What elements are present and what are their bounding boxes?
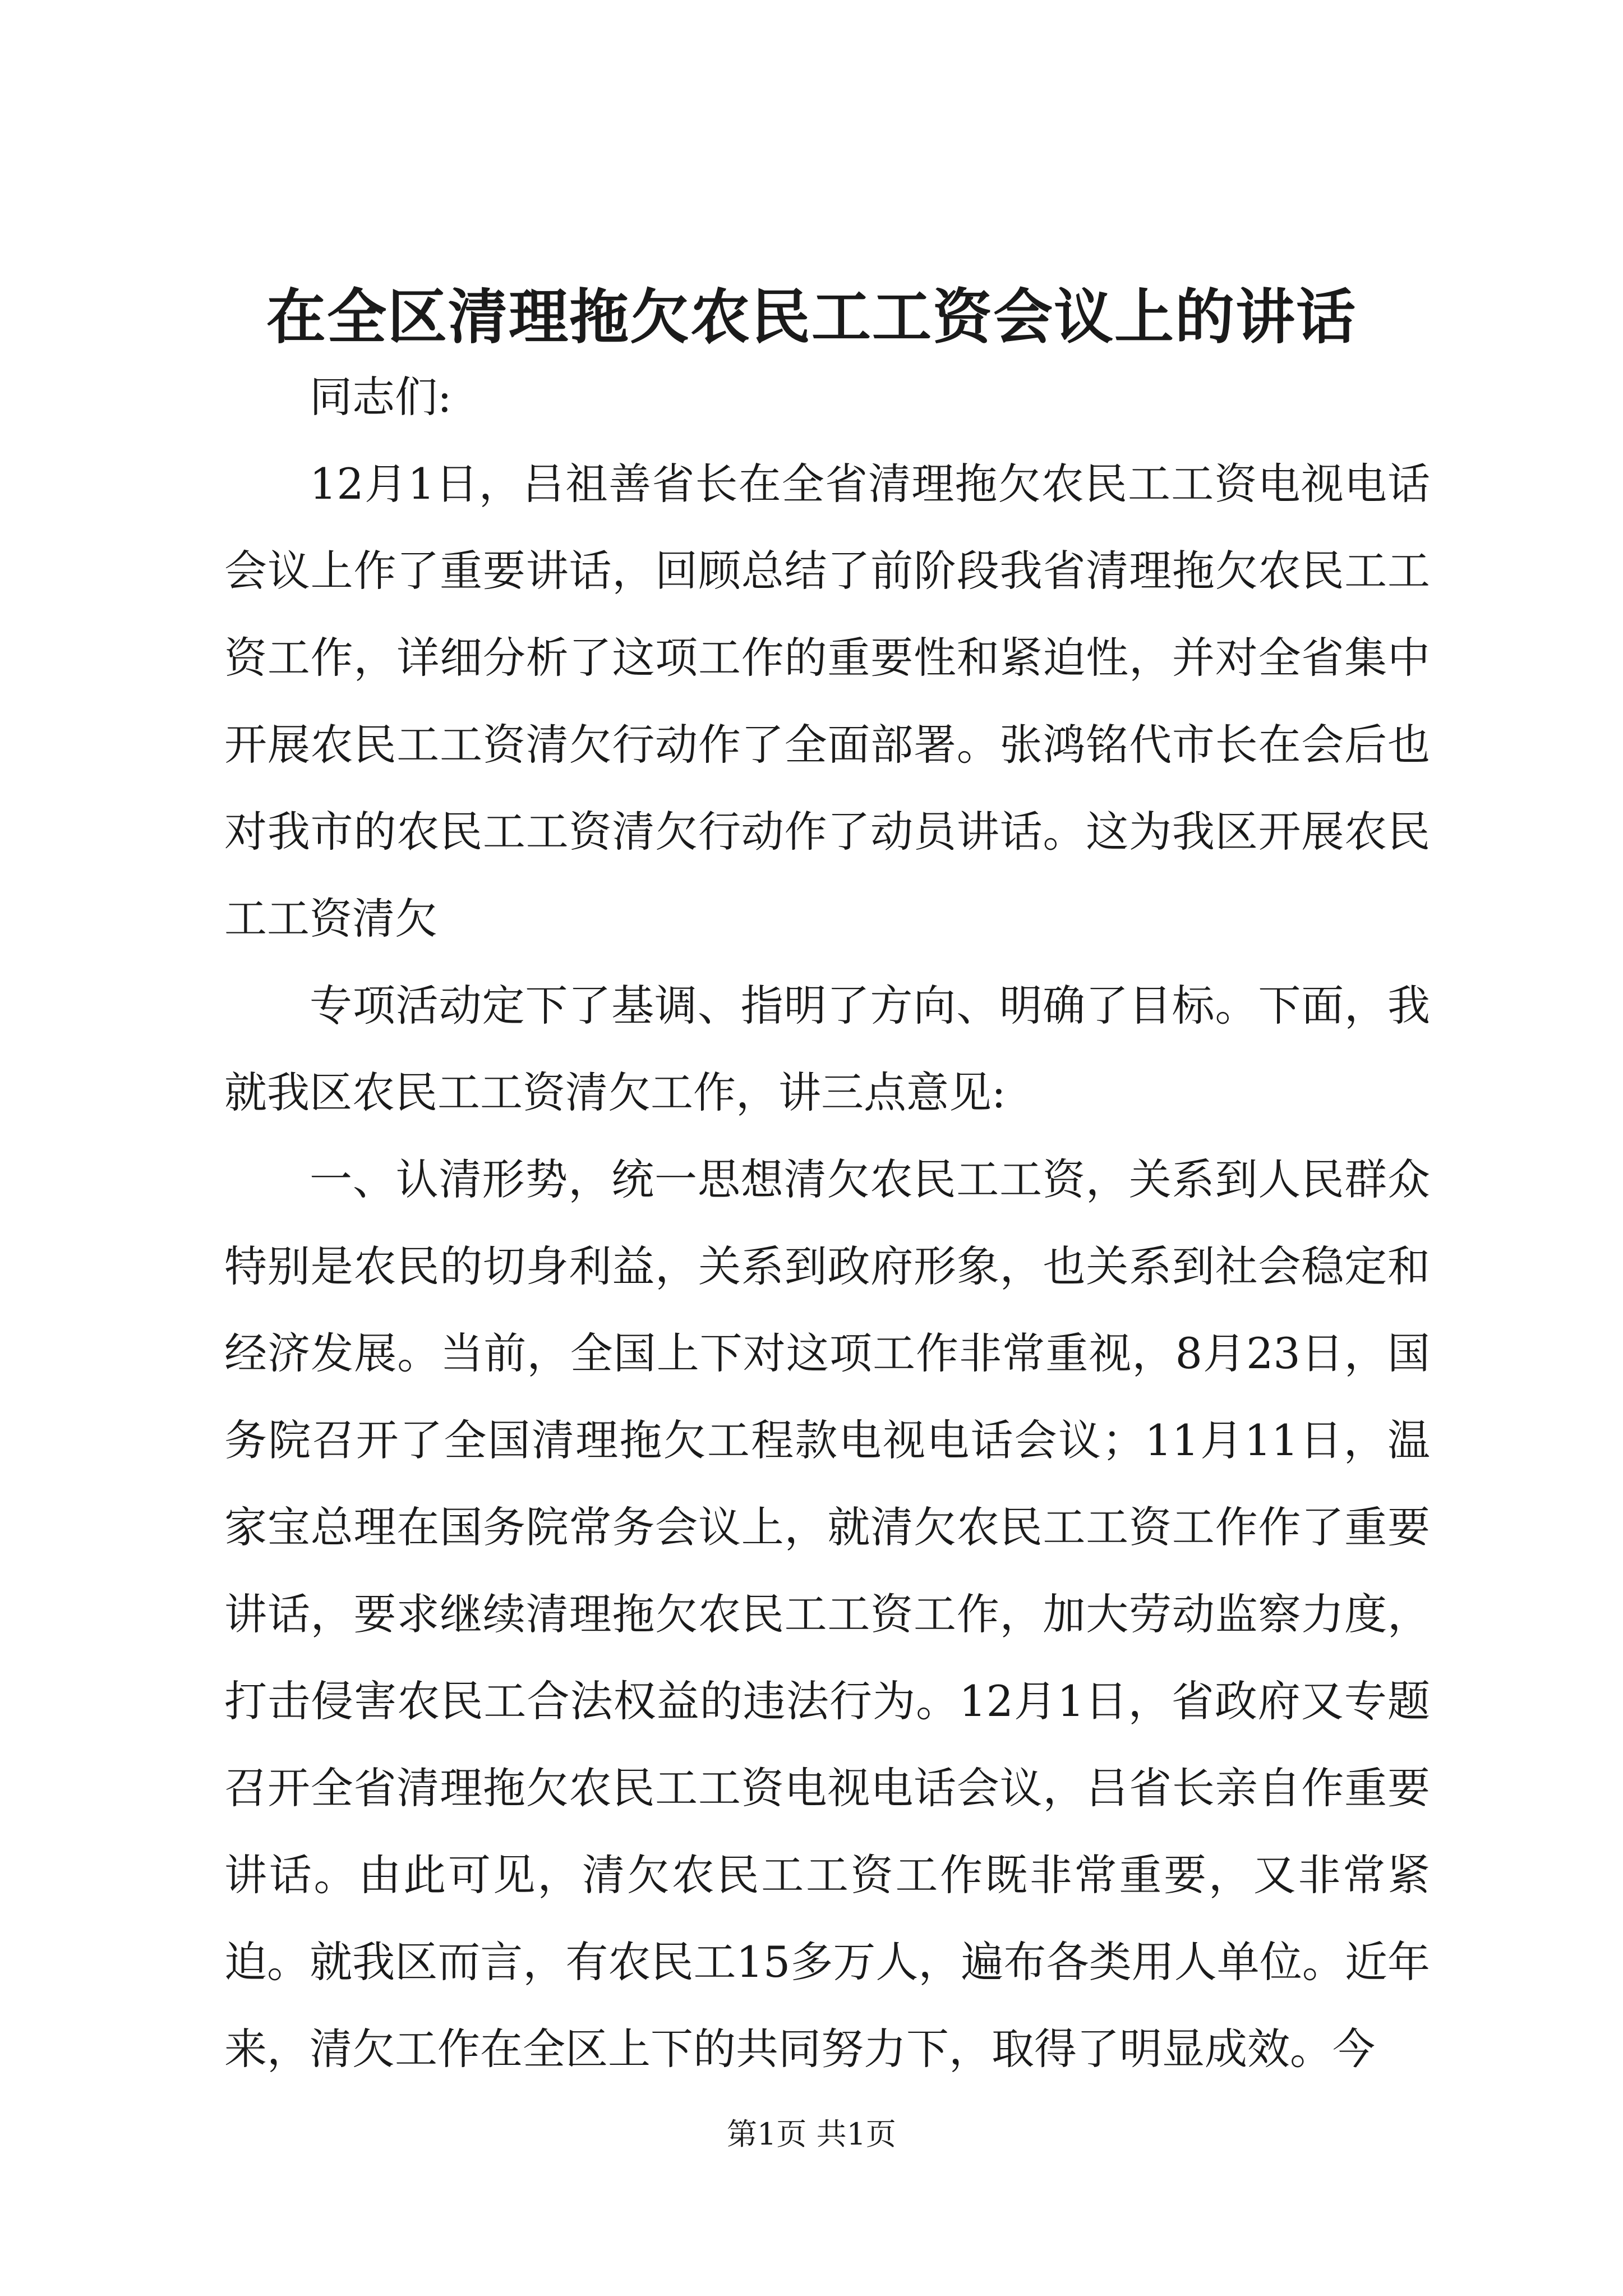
body-paragraph-3: 一、认清形势，统一思想清欠农民工工资，关系到人民群众特别是农民的切身利益，关系到政府形象，也关系到社会稳定和经济发展。当前，全国上下对这项工作非常重视，8月23日，国务院召开了全国清理拖欠工程款电视电话会议；11月11日，温家宝总理在国务院常务会议上，就清欠农民工工资工作作了重要讲话，要求继续清理拖欠农民工工资工作，加大劳动监察力度，打击侵害农民工合法权益的违法行为。12月1日，省政府又专题召开全省清理拖欠农民工工资电视电话会议，吕省长亲自作重要讲话。由此可见，清欠农民工工资工作既非常重要，又非常紧迫。就我区而言，有农民工15多万人，遍布各类用人单位。近年来，清欠工作在全区上下的共同努力下，取得了明显成效。今 [224, 1154, 1430, 2074]
document-title: 在全区清理拖欠农民工工资会议上的讲话 [266, 282, 1357, 352]
document-body [224, 353, 1430, 2092]
body-paragraph-2: 专项活动定下了基调、指明了方向、明确了目标。下面，我就我区农民工工资清欠工作，讲三点意见: [224, 981, 1430, 1117]
page-number-footer: 第1页 共1页 [727, 2116, 896, 2152]
salutation-paragraph: 同志们: [310, 372, 452, 422]
body-paragraph-1: 12月1日，吕祖善省长在全省清理拖欠农民工工资电视电话会议上作了重要讲话，回顾总结了前阶段我省清理拖欠农民工工资工作，详细分析了这项工作的重要性和紧迫性，并对全省集中开展农民工工资清欠行动作了全面部署。张鸿铭代市长在会后也对我市的农民工工资清欠行动作了动员讲话。这为我区开展农民工工资清欠 [224, 459, 1430, 944]
